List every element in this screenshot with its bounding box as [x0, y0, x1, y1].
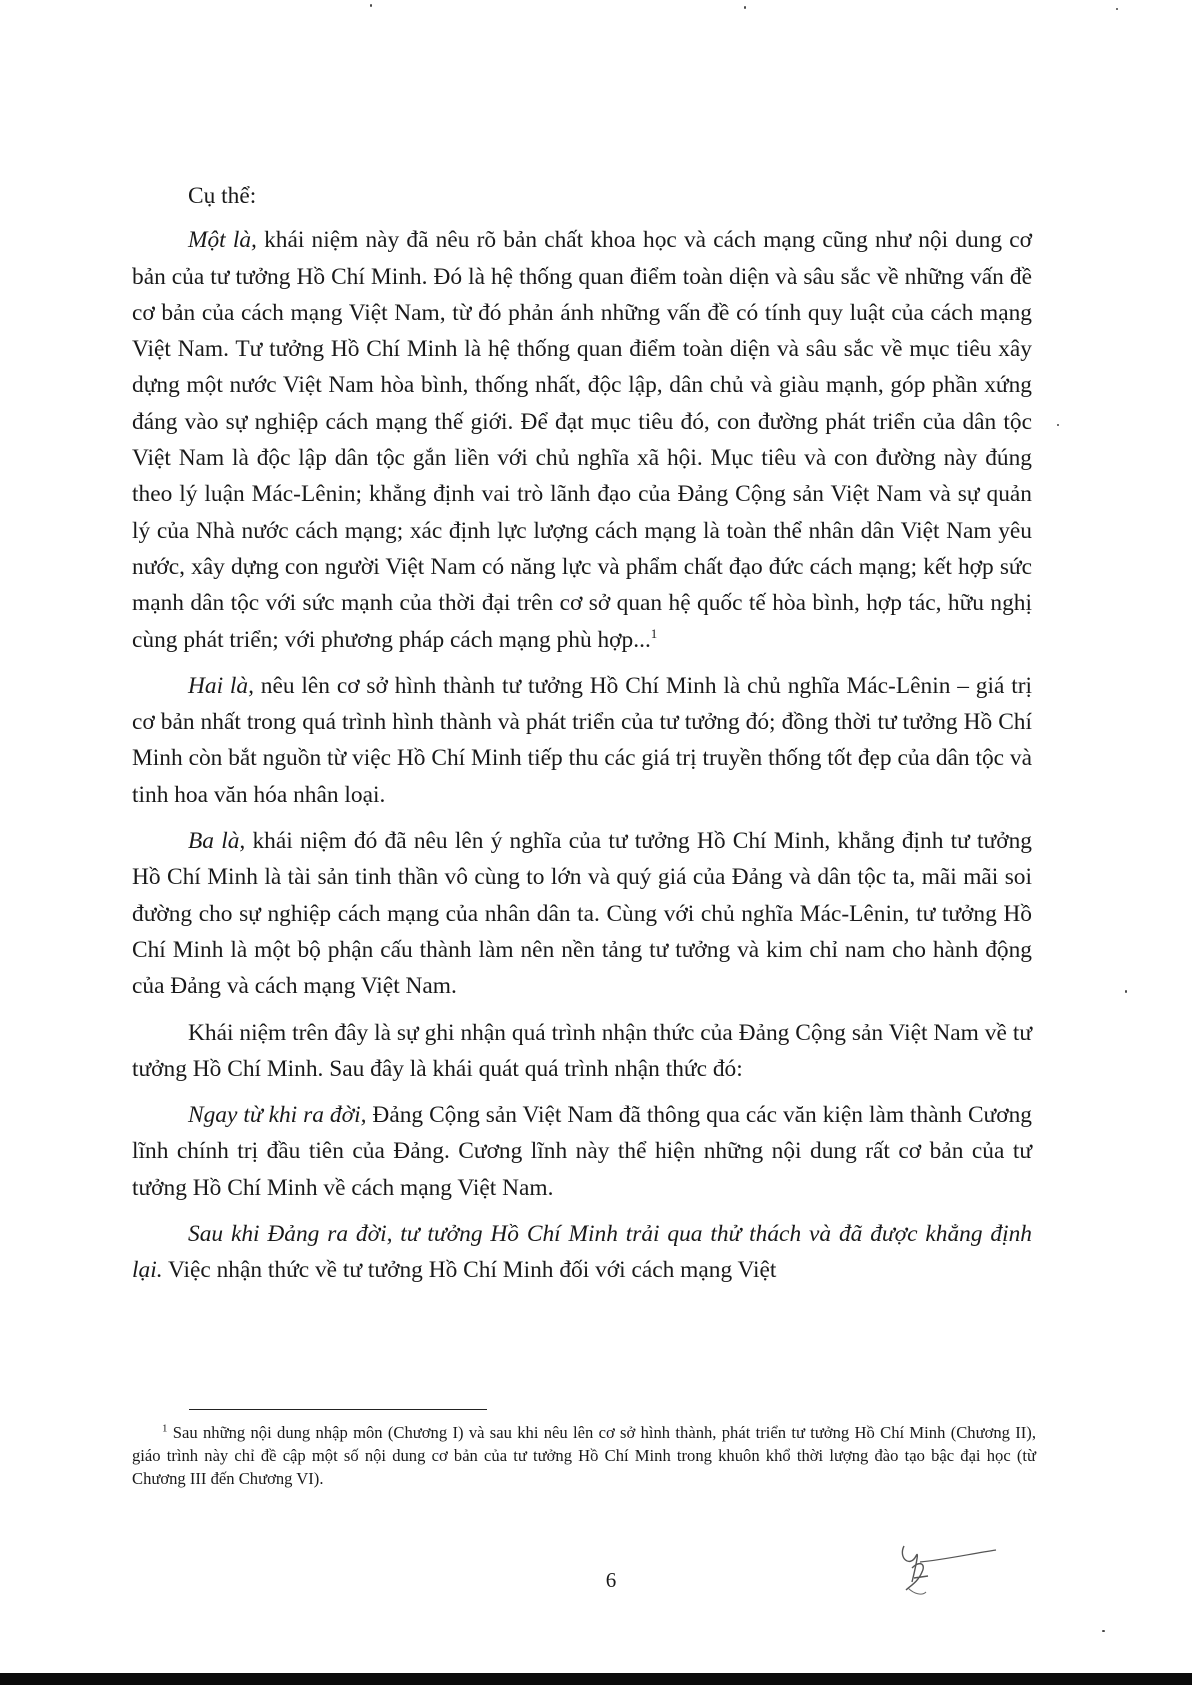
footnote [132, 1421, 1036, 1490]
scan-speck [370, 4, 372, 7]
scan-speck [1116, 8, 1118, 10]
paragraph-body: khái niệm này đã nêu rõ bản chất khoa học và cách mạng cũng như nội dung cơ bản của tư tưởng Hồ Chí Minh. Đó là hệ thống quan điểm toàn diện và sâu sắc về những vấn đề cơ bản của cách mạng Việt Nam, từ đó phản ánh những vấn đề có tính quy luật của cách mạng Việt Nam. Tư tưởng Hồ Chí Minh là hệ thống quan điểm toàn diện và sâu sắc về mục tiêu xây dựng một nước Việt Nam hòa bình, thống nhất, độc lập, dân chủ và giàu mạnh, góp phần xứng đáng vào sự nghiệp cách mạng thế giới. Để đạt mục tiêu đó, con đường phát triển của dân tộc Việt Nam là độc lập dân tộc gắn liền với chủ nghĩa xã hội. Mục tiêu và con đường này đúng theo lý luận Mác-Lênin; khẳng định vai trò lãnh đạo của Đảng Cộng sản Việt Nam và sự quản lý của Nhà nước cách mạng; xác định lực lượng cách mạng là toàn thể nhân dân Việt Nam yêu nước, xây dựng con người Việt Nam có năng lực và phẩm chất đạo đức cách mạng; kết hợp sức mạnh dân tộc với sức mạnh của thời đại trên cơ sở quan hệ quốc tế hòa bình, hợp tác, hữu nghị cùng phát triển; với phương pháp cách mạng phù hợp... [132, 227, 1033, 653]
paragraph-lead: Ngay từ khi ra đời, [188, 1102, 367, 1129]
footnote-reference[interactable]: 1 [650, 625, 658, 641]
scan-speck [1102, 1630, 1105, 1632]
paragraph-mot-la [132, 222, 1032, 658]
paragraph-sau-khi-dang [132, 1216, 1032, 1289]
paragraph-body: nêu lên cơ sở hình thành tư tưởng Hồ Chí Minh là chủ nghĩa Mác-Lênin – giá trị cơ bản nhất trong quá trình hình thành và phát triển của tư tưởng đó; đồng thời tư tưởng Hồ Chí Minh còn bắt nguồn từ việc Hồ Chí Minh tiếp thu các giá trị truyền thống tốt đẹp của dân tộc và tinh hoa văn hóa nhân loại. [132, 672, 1032, 808]
scan-speck [1125, 990, 1127, 993]
paragraph-ba-la [132, 823, 1032, 1004]
paragraph-body: Việc nhận thức về tư tưởng Hồ Chí Minh đối với cách mạng Việt [162, 1257, 777, 1284]
signature-mark-icon [892, 1538, 1002, 1598]
main-text [132, 178, 1032, 1299]
page-number: 6 [605, 1568, 617, 1592]
intro-line: Cụ thể: [188, 183, 257, 209]
paragraph-body: Đảng Cộng sản Việt Nam đã thông qua các văn kiện làm thành Cương lĩnh chính trị đầu tiên của Đảng. Cương lĩnh này thể hiện những nội dung rất cơ bản của tư tưởng Hồ Chí Minh về cách mạng Việt Nam. [132, 1102, 1032, 1201]
footnote-text [132, 1421, 1036, 1490]
footnote-body: Sau những nội dung nhập môn (Chương I) và sau khi nêu lên cơ sở hình thành, phát triển tư tưởng Hồ Chí Minh (Chương II), giáo trình này chỉ đề cập một số nội dung cơ bản của tư tưởng Hồ Chí Minh trong khuôn khổ thời lượng đào tạo bậc đại học (từ Chương III đến Chương VI). [132, 1423, 1036, 1488]
paragraph-lead: Ba là, [188, 828, 246, 855]
footnote-number: 1 [162, 1422, 168, 1435]
paragraph-hai-la [132, 668, 1032, 813]
footnote-divider [189, 1409, 487, 1410]
paragraph-body: khái niệm đó đã nêu lên ý nghĩa của tư tưởng Hồ Chí Minh, khẳng định tư tưởng Hồ Chí Minh là tài sản tinh thần vô cùng to lớn và quý giá của Đảng và dân tộc ta, mãi mãi soi đường cho sự nghiệp cách mạng của nhân dân ta. Cùng với chủ nghĩa Mác-Lênin, tư tưởng Hồ Chí Minh là một bộ phận cấu thành làm nên nền tảng tư tưởng và kim chỉ nam cho hành động của Đảng và cách mạng Việt Nam. [132, 828, 1032, 1000]
paragraph-body: Khái niệm trên đây là sự ghi nhận quá trình nhận thức của Đảng Cộng sản Việt Nam về tư tưởng Hồ Chí Minh. Sau đây là khái quát quá trình nhận thức đó: [132, 1019, 1032, 1082]
scan-edge-band [0, 1673, 1192, 1685]
scan-speck [744, 6, 746, 9]
scan-speck [1057, 424, 1059, 426]
paragraph-lead: Một là, [188, 227, 257, 254]
paragraph-lead: Sau khi Đảng ra đời, tư tưởng Hồ Chí Minh trải qua thử thách và đã được khẳng định lại. [132, 1221, 1032, 1284]
paragraph-lead: Hai là, [188, 672, 254, 699]
paragraph-ngay-tu-khi [132, 1097, 1032, 1206]
paragraph-khai-niem [132, 1015, 1032, 1088]
